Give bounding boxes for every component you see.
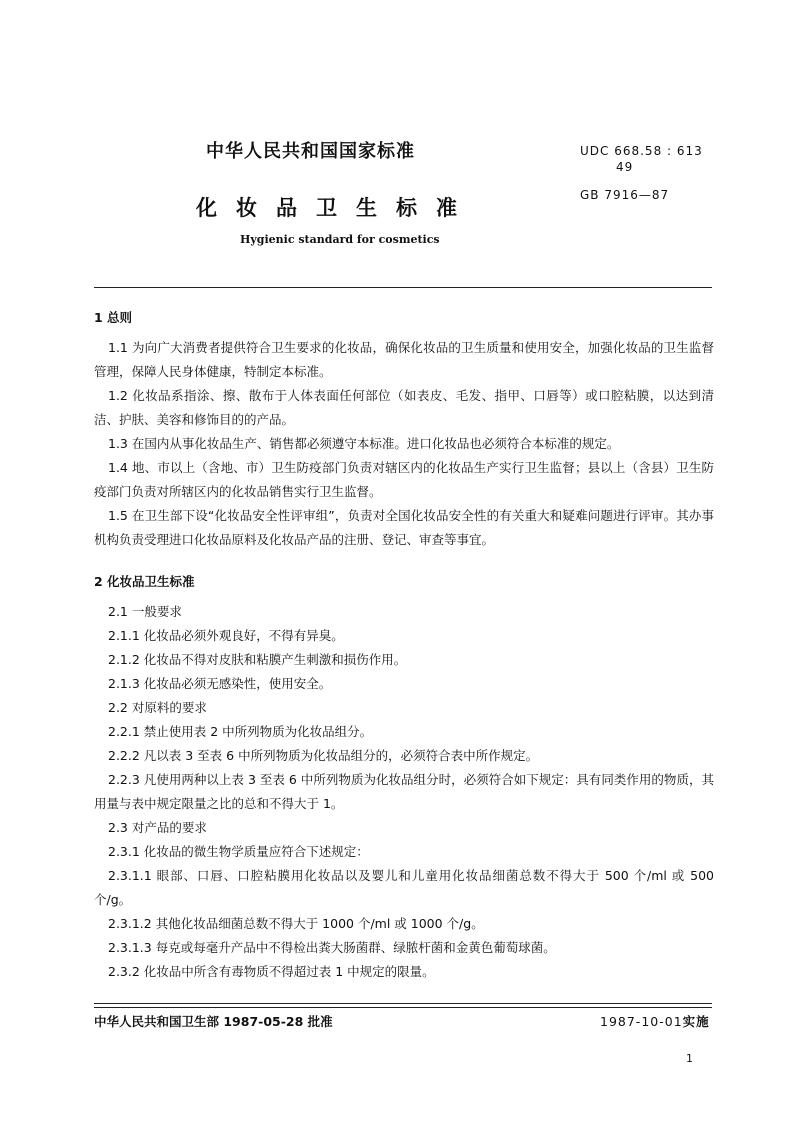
- clause-2-3-1-1: 2.3.1.1 眼部、口唇、口腔粘膜用化妆品以及婴儿和儿童用化妆品细菌总数不得大于 500 个/ml 或 500 个/g。: [94, 868, 714, 907]
- approval-statement: 中华人民共和国卫生部 1987-05-28 批准: [94, 1014, 333, 1029]
- document-body: [94, 306, 714, 984]
- section-1-heading: 1 总则: [94, 310, 133, 325]
- clause-1-5: 1.5 在卫生部下设“化妆品安全性评审组”，负责对全国化妆品安全性的有关重大和疑难问题进行评审。其办事机构负责受理进口化妆品原料及化妆品产品的注册、登记、审查等事宜。: [94, 508, 714, 547]
- clause-2-3: 2.3 对产品的要求: [108, 820, 207, 835]
- clause-2-1-1: 2.1.1 化妆品必须外观良好，不得有异臭。: [108, 628, 344, 643]
- clause-1-1: 1.1 为向广大消费者提供符合卫生要求的化妆品，确保化妆品的卫生质量和使用安全，加强化妆品的卫生监督管理，保障人民身体健康，特制定本标准。: [94, 340, 714, 379]
- udc-code-continuation: 49: [616, 160, 634, 174]
- footer-divider-top: [94, 1003, 712, 1004]
- implementation-label: 实施: [682, 1014, 710, 1029]
- section-2-heading: 2 化妆品卫生标准: [94, 574, 195, 589]
- implementation-statement: [600, 1012, 710, 1030]
- page-number: 1: [686, 1052, 693, 1065]
- clause-1-3: 1.3 在国内从事化妆品生产、销售都必须遵守本标准。进口化妆品也必须符合本标准的规定。: [108, 436, 620, 451]
- clause-2-2-2: 2.2.2 凡以表 3 至表 6 中所列物质为化妆品组分的，必须符合表中所作规定。: [108, 748, 539, 763]
- clause-2-3-1-2: 2.3.1.2 其他化妆品细菌总数不得大于 1000 个/ml 或 1000 个/g。: [108, 916, 484, 931]
- issuing-body-title: 中华人民共和国国家标准: [206, 141, 415, 162]
- clause-2-1: 2.1 一般要求: [108, 604, 182, 619]
- footer-divider-bottom: [94, 1007, 712, 1008]
- clause-1-2: 1.2 化妆品系指涂、擦、散布于人体表面任何部位（如表皮、毛发、指甲、口唇等）或口腔粘膜，以达到清洁、护肤、美容和修饰目的的产品。: [94, 388, 714, 427]
- document-title: 化妆品卫生标准: [196, 196, 476, 220]
- clause-2-3-2: 2.3.2 化妆品中所含有毒物质不得超过表 1 中规定的限量。: [108, 964, 435, 979]
- clause-2-3-1: 2.3.1 化妆品的微生物学质量应符合下述规定：: [108, 844, 369, 859]
- clause-2-1-2: 2.1.2 化妆品不得对皮肤和粘膜产生刺激和损伤作用。: [108, 652, 407, 667]
- clause-2-1-3: 2.1.3 化妆品必须无感染性，使用安全。: [108, 676, 332, 691]
- clause-1-4: 1.4 地、市以上（含地、市）卫生防疫部门负责对辖区内的化妆品生产实行卫生监督；县以上（含县）卫生防疫部门负责对所辖区内的化妆品销售实行卫生监督。: [94, 460, 714, 499]
- clause-2-3-1-3: 2.3.1.3 每克或每毫升产品中不得检出粪大肠菌群、绿脓杆菌和金黄色葡萄球菌。: [108, 940, 556, 955]
- header-divider: [94, 287, 712, 288]
- implementation-date: 1987-10-01: [600, 1014, 683, 1029]
- clause-2-2-1: 2.2.1 禁止使用表 2 中所列物质为化妆品组分。: [108, 724, 373, 739]
- gb-standard-number: GB 7916—87: [580, 188, 670, 202]
- clause-2-2: 2.2 对原料的要求: [108, 700, 207, 715]
- clause-2-2-3: 2.2.3 凡使用两种以上表 3 至表 6 中所列物质为化妆品组分时，必须符合如下规定：具有同类作用的物质，其用量与表中规定限量之比的总和不得大于 1。: [94, 772, 714, 811]
- english-subtitle: Hygienic standard for cosmetics: [240, 233, 440, 246]
- udc-code: UDC 668.58 : 613: [580, 144, 703, 158]
